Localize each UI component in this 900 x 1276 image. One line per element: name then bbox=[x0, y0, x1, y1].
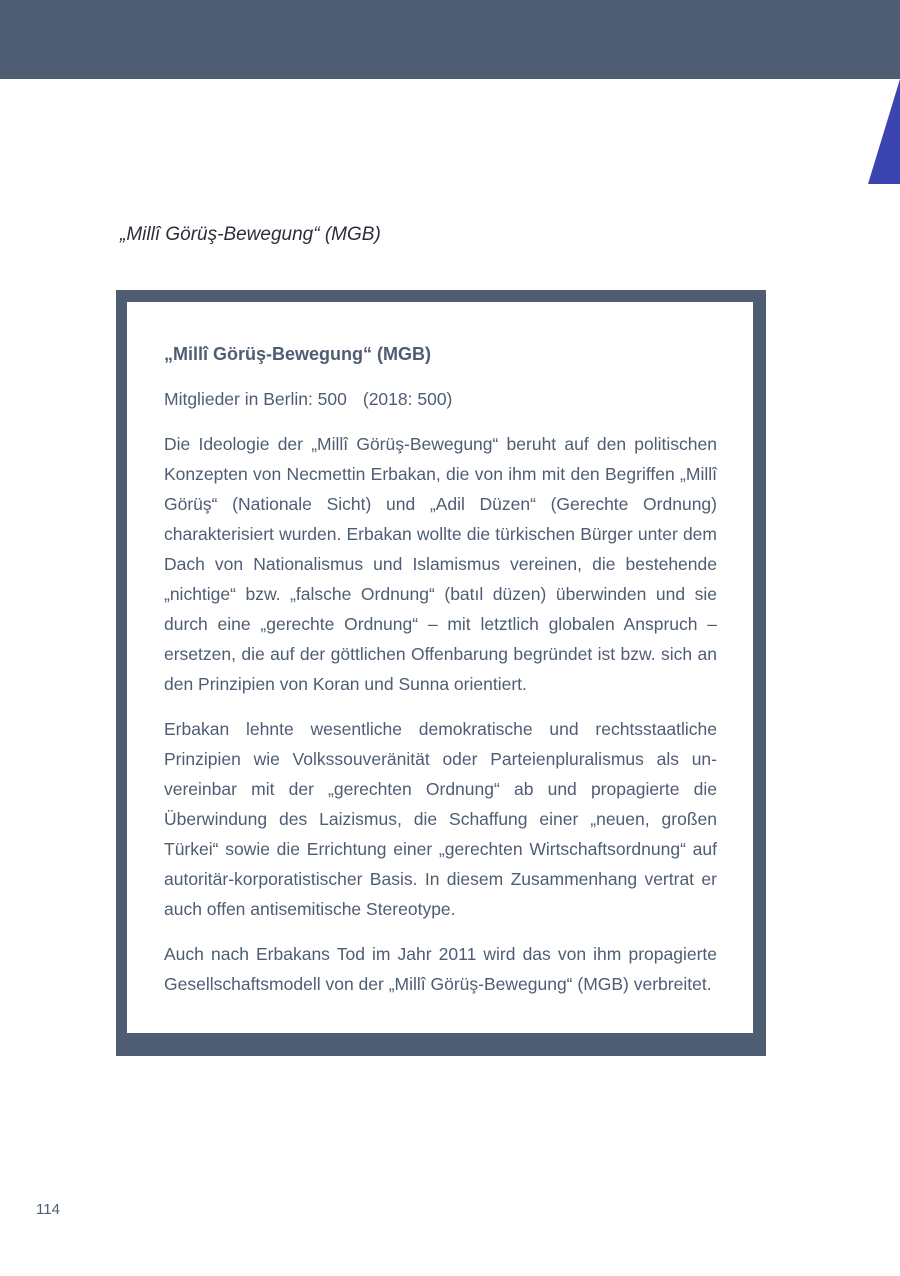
paragraph-principles: Erbakan lehnte wesentliche demokratische und rechtsstaatliche Prinzipien wie Volkssouveränität oder Parteienpluralismus als unvereinbar mit der „gerechten Ordnung“ ab und propagierte die Überwindung des Laizismus, die Schaffung einer „neuen, großen Türkei“ sowie die Errichtung einer „gerechten Wirtschaftsordnung“ auf autoritär-korporatistischer Basis. In diesem Zusammenhang vertrat er auch offen antisemitische Stereotype. bbox=[164, 719, 717, 919]
paragraph-legacy: Auch nach Erbakans Tod im Jahr 2011 wird das von ihm propagierte Gesellschaftsmodell von der „Millî Görüş-Bewegung“ (MGB) verbreitet. bbox=[164, 944, 717, 994]
page-number: 114 bbox=[36, 1201, 60, 1218]
running-head: „Millî Görüş-Bewegung“ (MGB) bbox=[120, 224, 381, 245]
info-box-content bbox=[127, 302, 753, 1033]
info-box-frame bbox=[116, 290, 766, 1056]
corner-accent-triangle bbox=[868, 79, 900, 184]
box-title: „Millî Görüş-Bewegung“ (MGB) bbox=[164, 344, 431, 364]
top-header-band bbox=[0, 0, 900, 79]
members-count: Mitglieder in Berlin: 500 bbox=[164, 389, 347, 409]
members-line bbox=[164, 384, 717, 414]
paragraph-ideology: Die Ideologie der „Millî Görüş-Bewegung“ beruht auf den politischen Konzepten von Necmettin Erbakan, die von ihm mit den Begriffen „Millî Görüş“ (Nationale Sicht) und „Adil Düzen“ (Gerechte Ordnung) charakterisiert wurden. Erbakan wollte die türkischen Bürger unter dem Dach von Nationalismus und Islamismus vereinen, die bestehende „nichtige“ bzw. „falsche Ordnung“ (batıl düzen) überwinden und sie durch eine „gerechte Ordnung“ – mit letztlich globalen Anspruch – ersetzen, die auf der göttlichen Offenbarung begründet ist bzw. sich an den Prinzipien von Koran und Sunna orientiert. bbox=[164, 434, 717, 694]
members-previous-year: (2018: 500) bbox=[362, 389, 453, 409]
